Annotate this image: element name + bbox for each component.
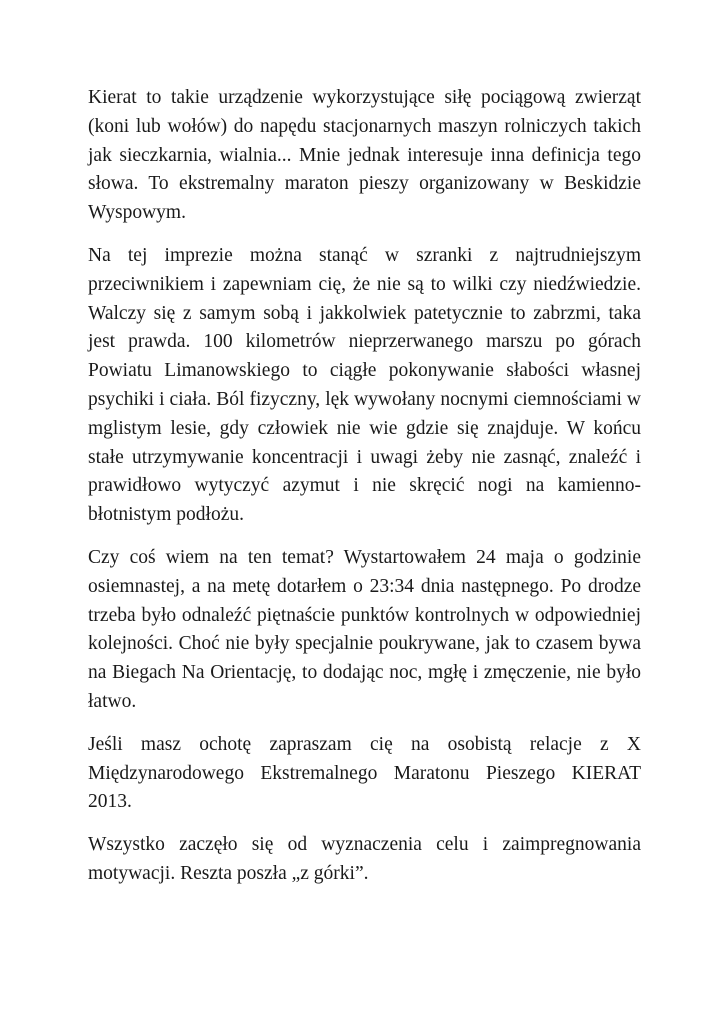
- paragraph-kierat-definition: Kierat to takie urządzenie wykorzystujące siłę pociągową zwierząt (koni lub wołów) do napędu stacjonarnych maszyn rolniczych takich jak sieczkarnia, wialnia... Mnie jednak interesuje inna definicja tego słowa. To ekstremalny maraton pieszy organizowany w Beskidzie Wyspowym.: [88, 87, 641, 224]
- paragraph-motivation: Wszystko zaczęło się od wyznaczenia celu i zaimpregnowania motywacji. Reszta poszła „z górki”.: [88, 834, 641, 884]
- paragraph-event-challenge: Na tej imprezie można stanąć w szranki z najtrudniejszym przeciwnikiem i zapewniam cię, że nie są to wilki czy niedźwiedzie. Walczy się z samym sobą i jakkolwiek patetycznie to zabrzmi, taka jest prawda. 100 kilometrów nieprzerwanego marszu po górach Powiatu Limanowskiego to ciągłe pokonywanie słabości własnej psychiki i ciała. Ból fizyczny, lęk wywołany nocnymi ciemnościami w mglistym lesie, gdy człowiek nie wie gdzie się znajduje. W końcu stałe utrzymywanie koncentracji i uwagi żeby nie zasnąć, znaleźć i prawidłowo wytyczyć azymut i nie skręcić nogi na kamienno-błotnistym podłożu.: [88, 244, 641, 526]
- paragraph-personal-result: Czy coś wiem na ten temat? Wystartowałem 24 maja o godzinie osiemnastej, a na metę dotarłem o 23:34 dnia następnego. Po drodze trzeba było odnaleźć piętnaście punktów kontrolnych w odpowiedniej kolejności. Choć nie były specjalnie poukrywane, jak to czasem bywa na Biegach Na Orientację, to dodając noc, mgłę i zmęczenie, nie było łatwo.: [88, 546, 641, 712]
- document-page: [88, 84, 641, 903]
- paragraph-invitation: Jeśli masz ochotę zapraszam cię na osobistą relacje z X Międzynarodowego Ekstremalnego Maratonu Pieszego KIERAT 2013.: [88, 733, 641, 813]
